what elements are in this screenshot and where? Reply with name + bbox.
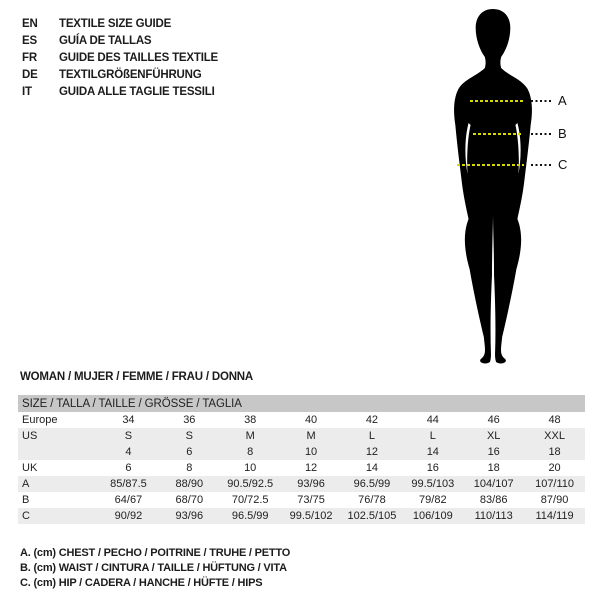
size-cell: 64/67 bbox=[114, 494, 143, 506]
size-cell: 93/96 bbox=[175, 510, 204, 522]
hip-measure-line bbox=[457, 164, 524, 166]
size-cell: XXL bbox=[544, 430, 565, 442]
size-cell: 76/78 bbox=[358, 494, 386, 506]
language-list bbox=[22, 15, 218, 100]
size-cell: 85/87.5 bbox=[110, 478, 147, 490]
size-cell: 90.5/92.5 bbox=[227, 478, 274, 490]
table-row-chest bbox=[18, 476, 585, 492]
size-cell: 88/90 bbox=[175, 478, 204, 490]
size-cell: 18 bbox=[487, 462, 500, 474]
size-cell: 90/92 bbox=[114, 510, 143, 522]
size-cell: L bbox=[429, 430, 436, 442]
size-cell: 96.5/99 bbox=[353, 478, 391, 490]
size-cell: 36 bbox=[183, 414, 196, 426]
size-cell: S bbox=[185, 430, 193, 442]
language-code: FR bbox=[22, 51, 37, 64]
language-title: TEXTILE SIZE GUIDE bbox=[59, 17, 172, 30]
woman-silhouette-graphic bbox=[437, 6, 549, 366]
size-cell: 12 bbox=[304, 462, 318, 474]
row-label: B bbox=[22, 494, 30, 506]
size-cell: 114/119 bbox=[535, 510, 574, 522]
size-cell: 8 bbox=[186, 462, 193, 474]
size-cell: 40 bbox=[304, 414, 318, 426]
size-cell: 46 bbox=[487, 414, 500, 426]
size-cell: 20 bbox=[548, 462, 561, 474]
language-title: GUIDE DES TAILLES TEXTILE bbox=[59, 51, 218, 64]
size-cell: 16 bbox=[487, 446, 500, 458]
row-label: Europe bbox=[22, 414, 58, 426]
table-row-europe bbox=[18, 412, 585, 428]
chest-measure-line bbox=[470, 100, 524, 102]
table-row-waist bbox=[18, 492, 585, 508]
chest-leader-line bbox=[531, 100, 552, 102]
size-cell: 107/110 bbox=[535, 478, 575, 490]
size-cell: M bbox=[245, 430, 255, 442]
row-label: UK bbox=[22, 462, 38, 474]
marker-b-label: B bbox=[558, 126, 567, 141]
size-cell: 48 bbox=[548, 414, 561, 426]
marker-a-label: A bbox=[558, 93, 567, 108]
size-cell: XL bbox=[486, 430, 501, 442]
table-header: SIZE / TALLA / TAILLE / GRÖSSE / TAGLIA bbox=[18, 395, 585, 412]
table-row-uk bbox=[18, 460, 585, 476]
size-cell: 93/96 bbox=[297, 478, 325, 490]
language-title: GUÍA DE TALLAS bbox=[59, 34, 152, 47]
waist-measure-line bbox=[473, 133, 522, 135]
size-cell: 12 bbox=[365, 446, 379, 458]
language-title: TEXTILGRÖßENFÜHRUNG bbox=[59, 68, 202, 81]
row-label: US bbox=[22, 430, 38, 442]
size-cell: 87/90 bbox=[540, 494, 569, 506]
size-cell: M bbox=[306, 430, 316, 442]
size-cell: 110/113 bbox=[474, 510, 513, 522]
size-cell: 99.5/103 bbox=[411, 478, 455, 490]
size-cell: 106/109 bbox=[412, 510, 453, 522]
language-row bbox=[22, 49, 218, 66]
size-cell: 79/82 bbox=[419, 494, 447, 506]
size-cell: 10 bbox=[244, 462, 257, 474]
language-code: ES bbox=[22, 34, 37, 47]
size-cell: 8 bbox=[247, 446, 254, 458]
size-cell: L bbox=[368, 430, 375, 442]
table-header-row bbox=[18, 395, 585, 412]
size-cell: 4 bbox=[125, 446, 132, 458]
marker-c-label: C bbox=[558, 157, 568, 172]
size-cell: 102.5/105 bbox=[347, 510, 397, 522]
row-label bbox=[18, 444, 98, 460]
table-row-us bbox=[18, 428, 585, 444]
language-row bbox=[22, 83, 218, 100]
size-cell: 16 bbox=[426, 462, 439, 474]
row-label: C bbox=[22, 510, 30, 522]
waist-leader-line bbox=[531, 133, 552, 135]
size-cell: 83/86 bbox=[479, 494, 508, 506]
table-row-hip bbox=[18, 508, 585, 524]
size-cell: 68/70 bbox=[175, 494, 204, 506]
legend-chest: A. (cm) CHEST / PECHO / POITRINE / TRUHE / PETTO bbox=[20, 547, 291, 559]
size-cell: 104/107 bbox=[473, 478, 514, 490]
row-label: A bbox=[22, 478, 30, 490]
size-cell: 14 bbox=[365, 462, 379, 474]
language-title: GUIDA ALLE TAGLIE TESSILI bbox=[59, 85, 215, 98]
category-title: WOMAN / MUJER / FEMME / FRAU / DONNA bbox=[20, 371, 254, 383]
size-cell: 34 bbox=[122, 414, 135, 426]
hip-leader-line bbox=[531, 164, 552, 166]
size-cell: S bbox=[124, 430, 133, 442]
size-cell: 73/75 bbox=[297, 494, 325, 506]
language-row bbox=[22, 32, 218, 49]
legend-hip: C. (cm) HIP / CADERA / HANCHE / HÜFTE / HIPS bbox=[20, 577, 263, 589]
size-cell: 38 bbox=[244, 414, 257, 426]
size-cell: 96.5/99 bbox=[231, 510, 269, 522]
language-row bbox=[22, 15, 218, 32]
size-cell: 6 bbox=[186, 446, 193, 458]
size-cell: 18 bbox=[548, 446, 561, 458]
size-cell: 6 bbox=[125, 462, 132, 474]
language-code: DE bbox=[22, 68, 38, 81]
size-cell: 42 bbox=[365, 414, 379, 426]
language-code: EN bbox=[22, 17, 38, 30]
legend-waist: B. (cm) WAIST / CINTURA / TAILLE / HÜFTUNG / VITA bbox=[20, 562, 287, 574]
size-cell: 44 bbox=[426, 414, 439, 426]
size-cell: 14 bbox=[426, 446, 439, 458]
size-cell: 70/72.5 bbox=[231, 494, 269, 506]
size-table bbox=[18, 395, 585, 524]
woman-silhouette bbox=[437, 6, 549, 366]
language-code: IT bbox=[22, 85, 32, 98]
size-cell: 99.5/102 bbox=[289, 510, 333, 522]
measurement-legend bbox=[20, 546, 290, 591]
language-row bbox=[22, 66, 218, 83]
size-cell: 10 bbox=[304, 446, 318, 458]
table-row-us-numeric bbox=[18, 444, 585, 460]
